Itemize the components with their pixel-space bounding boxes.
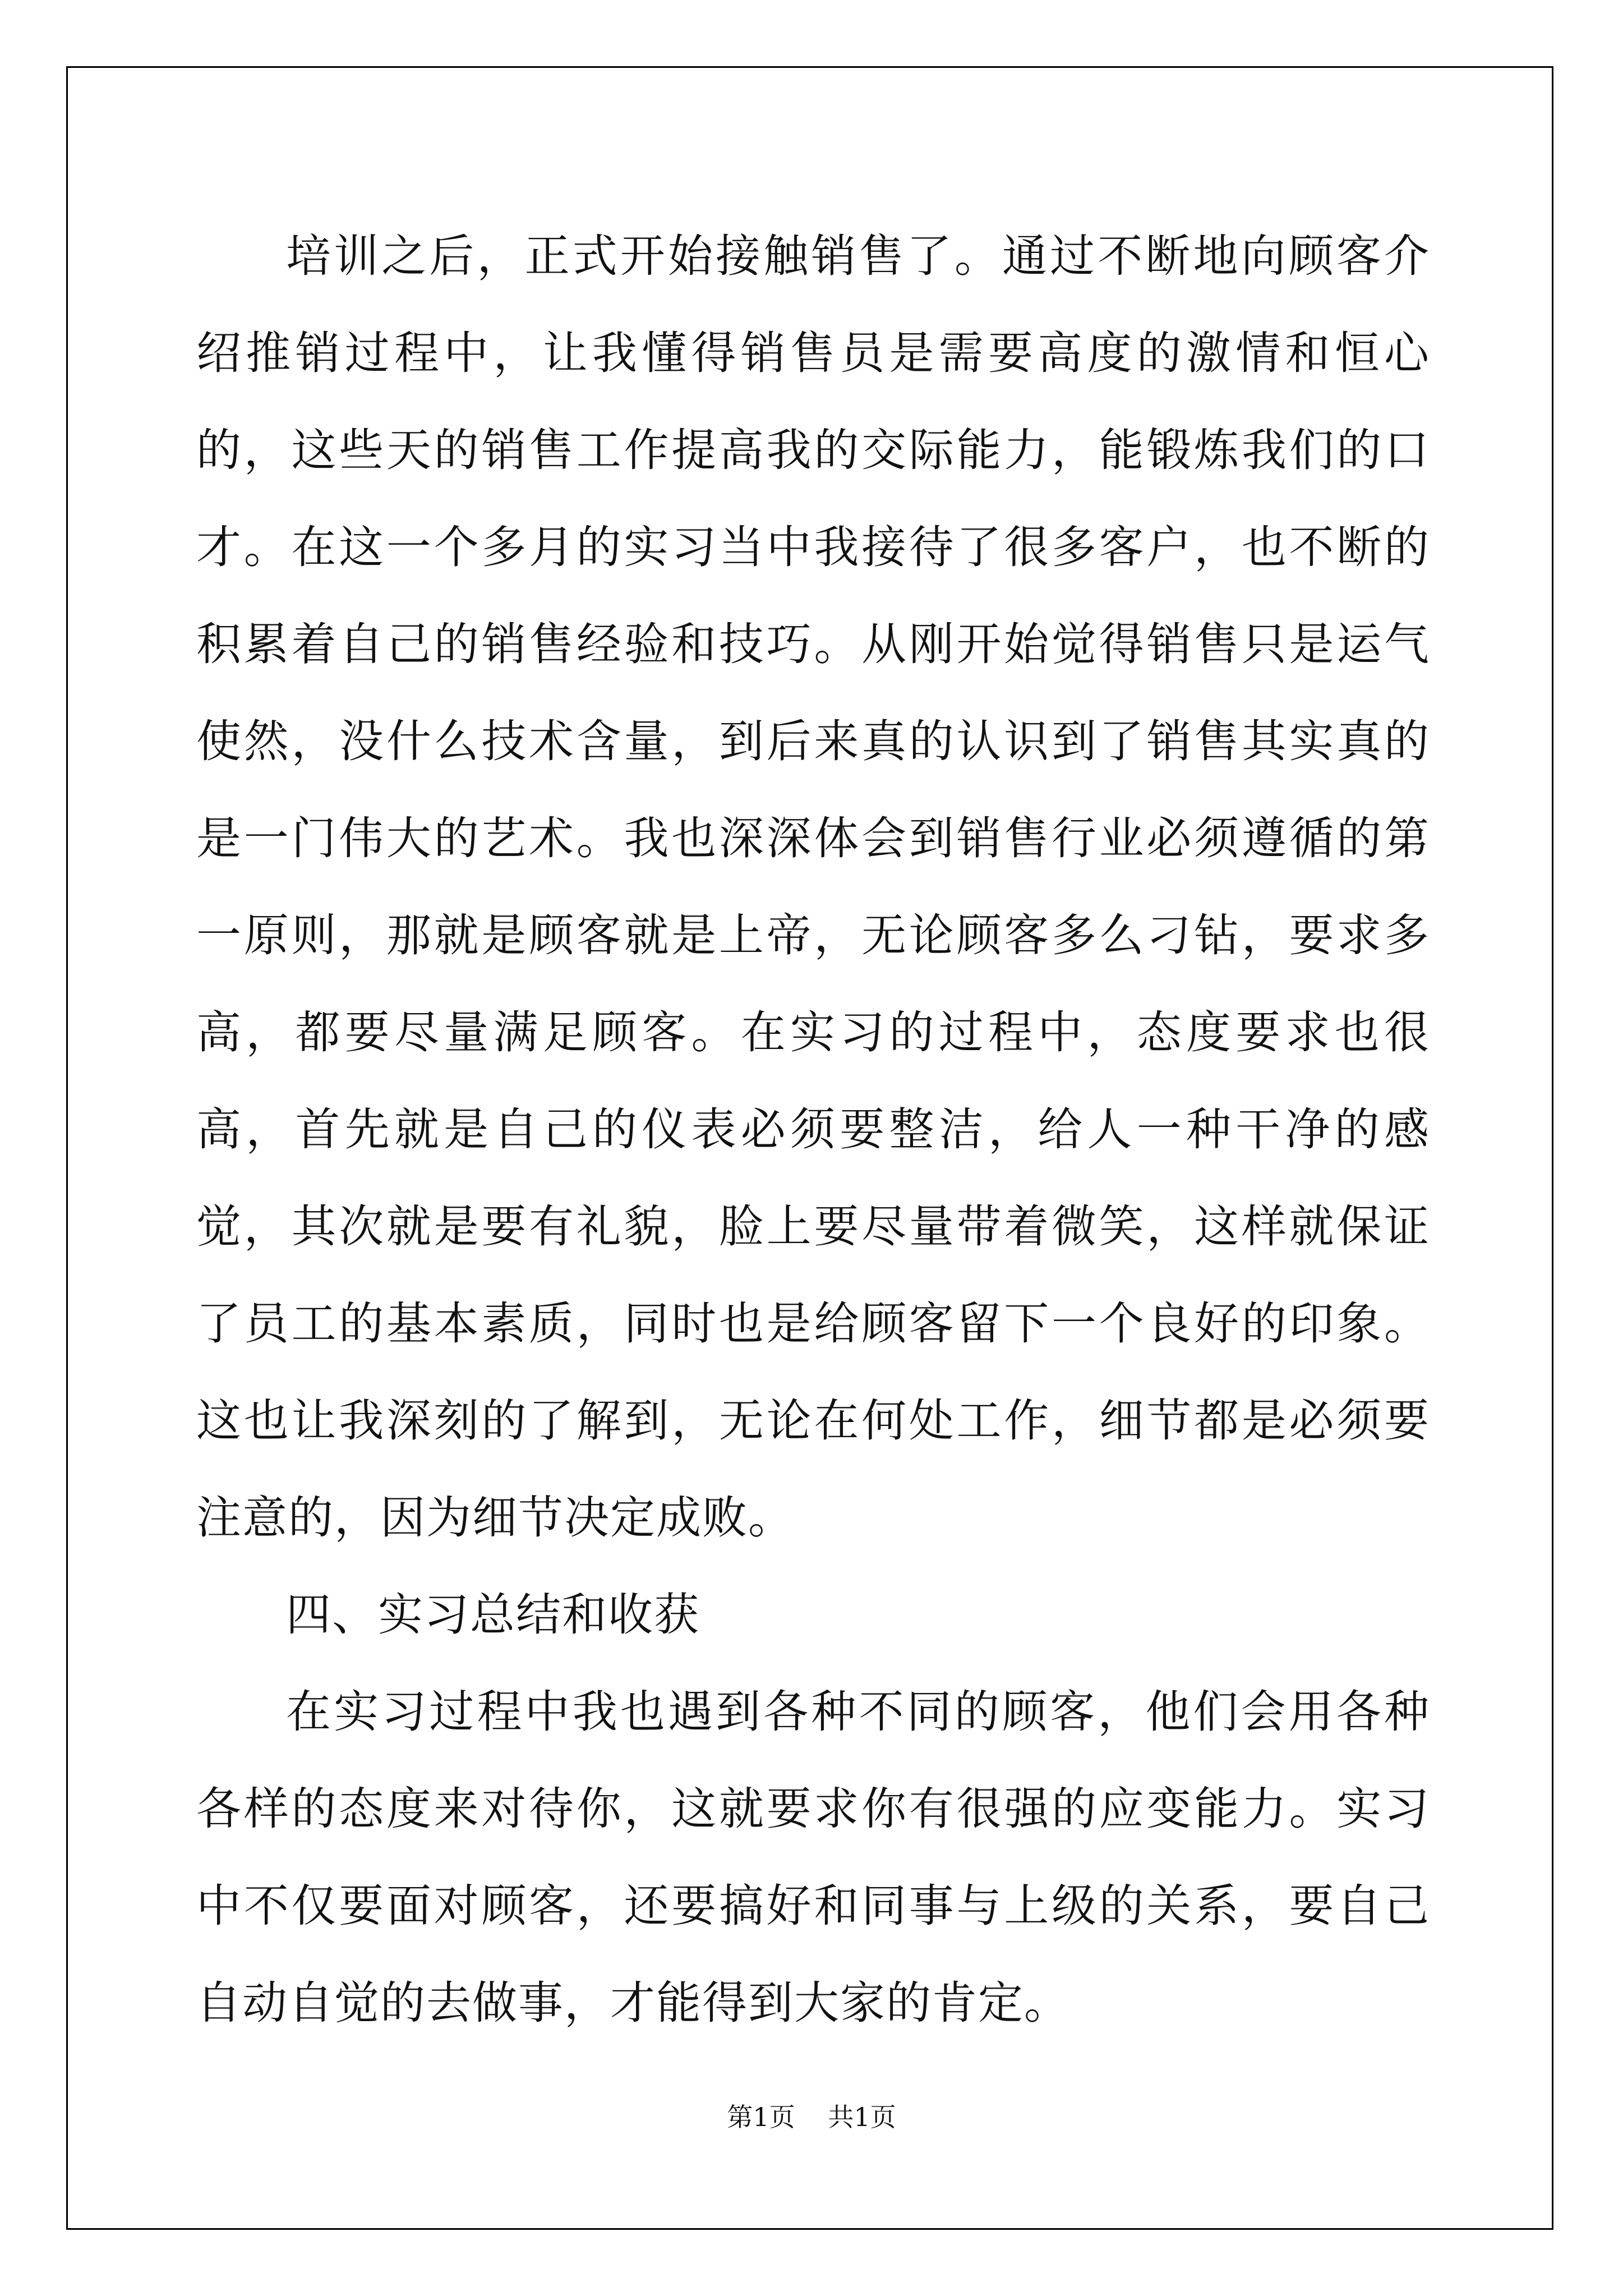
page-number-total: 共1页 — [828, 2102, 896, 2132]
paragraph-internship-summary: 在实习过程中我也遇到各种不同的顾客，他们会用各种各样的态度来对待你，这就要求你有很强的应变能力。实习中不仅要面对顾客，还要搞好和同事与上级的关系，要自己自动自觉的去做事，才能得到大家的肯定。 — [196, 1686, 1430, 2029]
paragraph-sales-experience: 培训之后，正式开始接触销售了。通过不断地向顾客介绍推销过程中，让我懂得销售员是需要高度的激情和恒心的，这些天的销售工作提高我的交际能力，能锻炼我们的口才。在这一个多月的实习当中我接待了很多客户，也不断的积累着自己的销售经验和技巧。从刚开始觉得销售只是运气使然，没什么技术含量，到后来真的认识到了销售其实真的是一门伟大的艺术。我也深深体会到销售行业必须遵循的第一原则，那就是顾客就是上帝，无论顾客多么刁钻，要求多高，都要尽量满足顾客。在实习的过程中，态度要求也很高，首先就是自己的仪表必须要整洁，给人一种干净的感觉，其次就是要有礼貌，脸上要尽量带着微笑，这样就保证了员工的基本素质，同时也是给顾客留下一个良好的印象。这也让我深刻的了解到，无论在何处工作，细节都是必须要注意的，因为细节决定成败。 — [196, 230, 1430, 1544]
section-heading: 四、实习总结和收获 — [286, 1589, 700, 1641]
page-footer — [0, 2097, 1623, 2134]
document-body — [196, 208, 1430, 2051]
page-number-current: 第1页 — [727, 2102, 795, 2132]
